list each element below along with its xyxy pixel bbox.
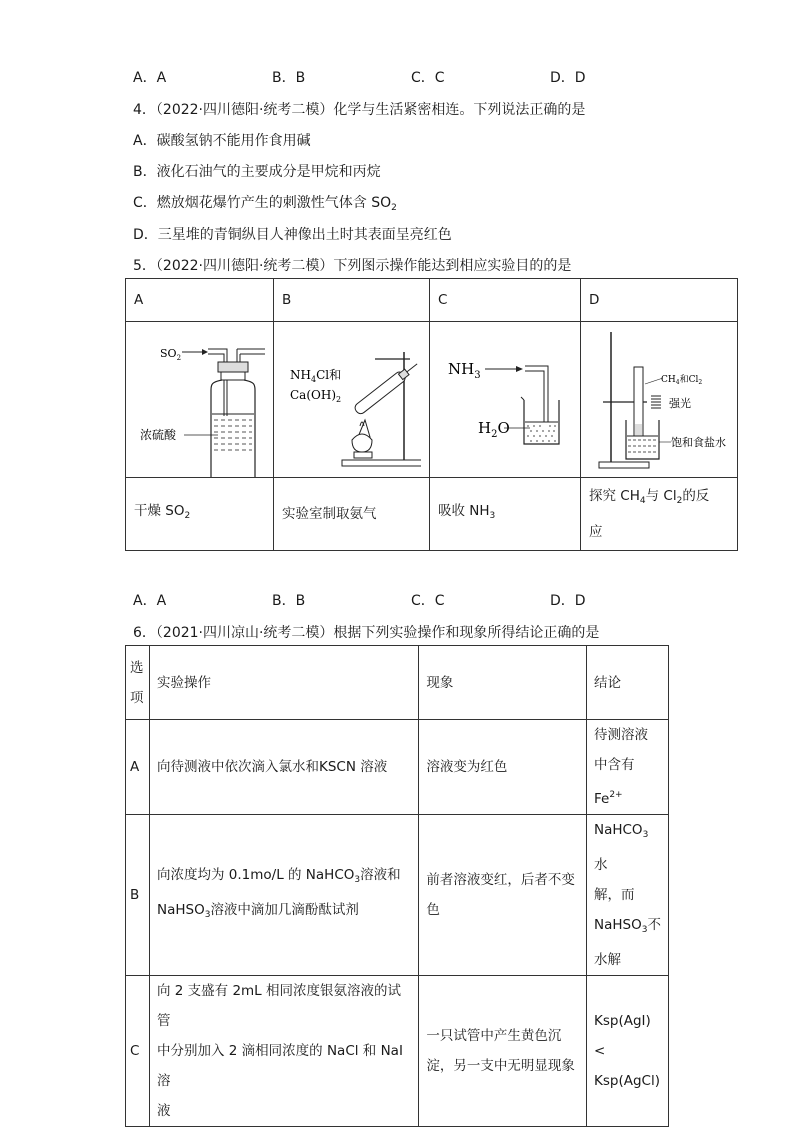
q5-caption-d: 探究 $CH_4$与 $Cl_2$的反 应: [581, 478, 738, 551]
q5-figure-a: [126, 322, 274, 478]
q6-row-b-option: B: [126, 815, 150, 976]
q5-caption-c: 吸收 $NH_3$: [430, 478, 581, 551]
option-d: D．D: [550, 593, 586, 609]
q6-row-a-conclusion: 待测溶液 中含有$Fe^{2+}$: [586, 720, 668, 815]
q6-table: [125, 645, 669, 1127]
c-liquid-label: $H_2O$: [478, 419, 510, 440]
bottom-options: [133, 590, 693, 610]
q6-header-operation: 实验操作: [149, 646, 418, 720]
d-light-icon: [651, 396, 661, 408]
table-row: [126, 720, 669, 815]
b-alcohol-lamp: [352, 434, 372, 452]
b-reagent-label-1: $NH_4Cl$和: [290, 368, 342, 384]
top-options: [133, 67, 693, 87]
table-row: [126, 815, 669, 976]
ammonia-prep-figure: [282, 322, 421, 477]
gas-washing-bottle-figure: [134, 322, 265, 477]
option-c: C．C: [411, 593, 445, 609]
option-a: A．A: [133, 70, 167, 86]
q6-row-b-conclusion: NaHCO$_3$水 解，而 NaHSO$_3$不 水解: [586, 815, 668, 976]
q6-header-conclusion: 结论: [586, 646, 668, 720]
q5-figure-b: [274, 322, 430, 478]
option-d: D．D: [550, 70, 586, 86]
b-test-tube: [353, 360, 420, 416]
c-tube: [525, 366, 548, 422]
ammonia-absorb-figure: [438, 322, 572, 477]
table-row: [126, 976, 669, 1127]
q5-stem: 5．（2022·四川德阳·统考二模）下列图示操作能达到相应实验目的的是: [133, 258, 572, 274]
b-stand-base: [342, 460, 421, 466]
q5-table: [125, 278, 738, 551]
q6-row-a-phenomenon: 溶液变为红色: [419, 720, 587, 815]
c-gas-label: $NH_3$: [448, 360, 481, 381]
q6-row-c-option: C: [126, 976, 150, 1127]
q5-header-b: B: [274, 279, 430, 322]
q4-option-d: D．三星堆的青铜纵目人神像出土时其表面呈亮红色: [133, 227, 452, 243]
q5-header-d: D: [581, 279, 738, 322]
q6-row-b-phenomenon: 前者溶液变红，后者不变 色: [419, 815, 587, 976]
q6-header-phenomenon: 现象: [419, 646, 587, 720]
methane-chlorine-figure: [589, 322, 729, 477]
q6-row-c-phenomenon: 一只试管中产生黄色沉 淀，另一支中无明显现象: [419, 976, 587, 1127]
a-stopper: [218, 362, 248, 372]
q5-caption-b: 实验室制取氨气: [274, 478, 430, 551]
option-b: B．B: [272, 70, 306, 86]
d-gas-label: $CH_4$和$Cl_2$: [661, 375, 703, 386]
d-stand-base: [599, 462, 649, 468]
q6-stem: 6．（2021·四川凉山·统考二模）根据下列实验操作和现象所得结论正确的是: [133, 625, 600, 641]
q5-figure-d: [581, 322, 738, 478]
q4-option-b: B．液化石油气的主要成分是甲烷和丙烷: [133, 164, 381, 180]
q6-row-c-conclusion: Ksp(AgI)< Ksp(AgCl): [586, 976, 668, 1127]
q4-option-a: A．碳酸氢钠不能用作食用碱: [133, 133, 311, 149]
option-a: A．A: [133, 593, 167, 609]
q5-caption-a: 干燥 $SO_2$: [126, 478, 274, 551]
q6-header-option: 选项: [126, 646, 150, 720]
a-gas-label: $SO_2$: [160, 347, 182, 362]
q6-row-c-operation: 向 2 支盛有 2mL 相同浓度银氨溶液的试管 中分别加入 2 滴相同浓度的 NaCl 和 NaI 溶 液: [149, 976, 418, 1127]
a-liquid-label: 浓硫酸: [140, 428, 177, 442]
q6-row-a-operation: 向待测液中依次滴入氯水和KSCN 溶液: [149, 720, 418, 815]
q5-figure-c: [430, 322, 581, 478]
q6-row-a-option: A: [126, 720, 150, 815]
d-light-label: 强光: [669, 397, 691, 410]
q4-option-c: C．燃放烟花爆竹产生的刺激性气体含 $SO_2$: [133, 195, 397, 213]
q6-header-row: [126, 646, 669, 720]
b-reagent-label-2: $Ca(OH)_2$: [290, 388, 342, 404]
d-liquid-label: 饱和食盐水: [671, 436, 726, 449]
q5-header-c: C: [430, 279, 581, 322]
a-arrowhead: [202, 349, 208, 355]
q6-row-b-operation: 向浓度均为 0.1mo/L 的 NaHCO$_3$溶液和 NaHSO$_3$溶液中滴加几滴酚酞试剂: [149, 815, 418, 976]
q5-header-a: A: [126, 279, 274, 322]
option-c: C．C: [411, 70, 445, 86]
option-b: B．B: [272, 593, 306, 609]
a-liquid: [212, 416, 254, 456]
q4-stem: 4．（2022·四川德阳·统考二模）化学与生活紧密相连。下列说法正确的是: [133, 102, 586, 118]
